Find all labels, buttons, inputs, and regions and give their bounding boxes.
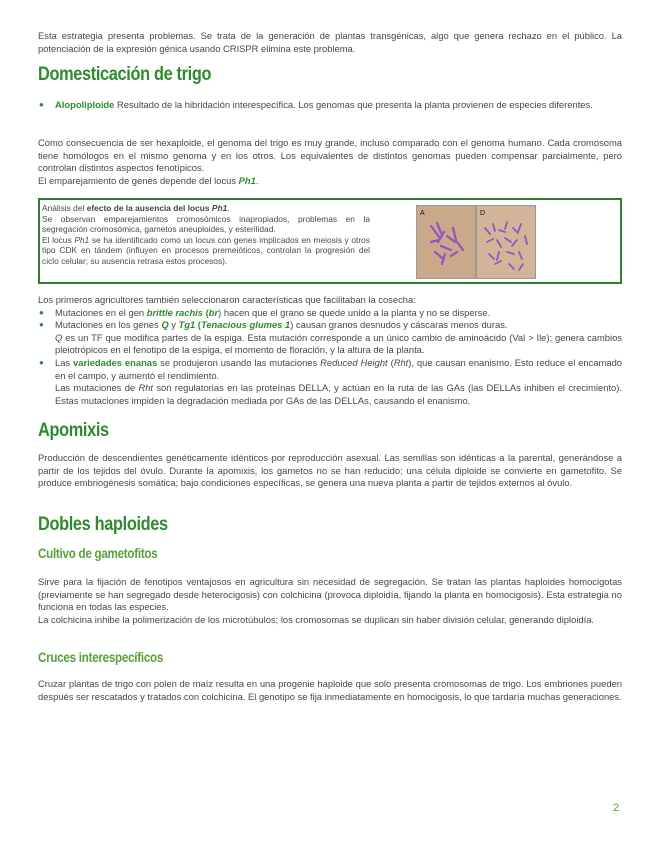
box-line-1 <box>42 203 370 214</box>
ph1-term: Ph1 <box>238 174 256 186</box>
list-item-q-tg1 <box>38 319 622 332</box>
alopoliploide-list <box>38 99 622 112</box>
box-line3-italic: Ph1 <box>74 234 90 245</box>
ph1-analysis-box <box>38 198 622 284</box>
section-title-apomixis: Apomixis <box>38 420 109 441</box>
section-title-domesticacion: Domesticación de trigo <box>38 64 212 85</box>
b2-sub: es un TF que modifica partes de la espiga. Esta mutación corresponde a un único cambio de aminoácido (Val > Ile); genera cambios pleiotrópicos en el fenotipo de la espiga, el momento de floración, y la altura de la planta. <box>55 331 622 356</box>
alopoliploide-term: Alopoliploide <box>55 99 115 110</box>
micrograph-a-image <box>416 205 476 279</box>
list-item-enanas <box>38 357 622 382</box>
box-line-3 <box>42 235 370 267</box>
q-subparagraph <box>38 332 622 357</box>
section-title-dobles-haploides: Dobles haploides <box>38 514 168 535</box>
agricultores-list <box>38 307 622 332</box>
b1-paren: ( <box>203 306 209 318</box>
b2-post: ) causan granos desnudos y cáscaras menos duras. <box>290 319 508 331</box>
b2-pre: Mutaciones en los genes <box>55 319 162 331</box>
b1-post: ) hacen que el grano se quede unido a la planta y no se disperse. <box>218 306 491 318</box>
b3-post: ), que causan enanismo. Esto reduce el encamado en el campo, y aumentó el rendimiento. <box>55 356 622 381</box>
b1-abbr: br <box>208 306 219 318</box>
gametofitos-paragraph-2: La colchicina inhibe la polimerización de los microtúbulos; los cromosomas se duplican sin haber división celular, generando diploidía. <box>38 613 595 625</box>
gametofitos-paragraph-1: Sirve para la fijación de fenotipos ventajosos en agricultura sin necesidad de segregación. Se tratan las plantas haploides homocigotas (previamente se han segregado desde heterocigosis) con colchicina (provoca diploidía, fijando la planta en homocigosis). Esta estrategia no funciona en todas las especies. <box>38 576 622 613</box>
b3-sub-italic: Rht <box>138 382 154 394</box>
box-line1-pre: Análisis del <box>42 203 87 213</box>
subsection-title-cruces: Cruces interespecíficos <box>38 650 164 665</box>
b2-open: ( <box>195 319 201 331</box>
b3-sub-pre: Las mutaciones de <box>55 382 139 394</box>
b3-pre: Las <box>55 356 74 368</box>
ph1-analysis-text <box>42 203 370 267</box>
b3-mid: se produjeron usando las mutaciones <box>157 356 321 368</box>
list-item <box>38 99 622 112</box>
micrograph-d-image <box>476 205 536 279</box>
rht-subparagraph <box>38 382 622 407</box>
b3-abbr: Rht <box>393 356 409 368</box>
box-line1-bold: efecto de la ausencia del locus <box>86 203 212 213</box>
hexaploide-paragraph: Como consecuencia de ser hexaploide, el genoma del trigo es muy grande, incluso comparado con el genoma humano. Cada cromosoma tiene homólogos en el mismo genoma y en los otros. Los equivalentes de distintos genomas pueden compensar parcialmente, pero controlan distintos aspectos fenotípicos. <box>38 137 622 174</box>
box-line3-pre: El locus <box>42 234 75 245</box>
ph1-paragraph <box>38 175 622 188</box>
b2-full: Tenacious glumes 1 <box>200 319 291 331</box>
box-line3-post: se ha identificado como un locus con genes implicados en meiosis y otros tipo CDK en tándem (influyen en procesos premeióticos, controlan la progresión del ciclo celular; su ausencia retrasa estos procesos). <box>42 234 370 266</box>
agricultores-intro: Los primeros agricultores también seleccionaron características que facilitaban la cosecha: <box>38 294 416 305</box>
b3-term: variedades enanas <box>73 356 158 368</box>
b3-sub-post: son regulatorias en las proteínas DELLA, y actúan en la ruta de las GAs (las DELLAs inhiben el crecimiento). Estas mutaciones impiden la degradación mediada por GAs de las DELLAs, causando el enanismo. <box>55 382 622 406</box>
apomixis-paragraph: Producción de descendientes genéticamente idénticos por reproducción asexual. Las semillas son idénticas a la parental, generándose a partir de los tejidos del óvulo. Durante la apomixis, los gametos no se han reducido; una célula diploide se convierte en gametofito. Se produce embriogénesis somática; bajo condiciones específicas, se genera una nueva planta a partir de tejidos externos al óvulo. <box>38 452 622 489</box>
cruces-paragraph: Cruzar plantas de trigo con polen de maíz resulta en una progenie haploide que solo presenta cromosomas de trigo. Los embriones pueden después ser rescatados y tratados con colchicina. El genotipo se fija inmediatamente en homocigosis, lo que tardaría muchas generaciones. <box>38 678 622 702</box>
box-line-2: Se observan emparejamientos cromosómicos inapropiados, problemas en la segregación cromosómica, gametos aneuploides, y esterilidad. <box>42 213 370 235</box>
ph1-post: . <box>255 174 259 186</box>
b3-open: ( <box>387 356 394 368</box>
alopoliploide-text: Resultado de la hibridación interespecífica. Los genomas que presenta la planta provienen de especies diferentes. <box>114 99 593 110</box>
b2-tg1: Tg1 <box>178 319 196 331</box>
b1-pre: Mutaciones en el gen <box>55 306 147 318</box>
box-line1-italic: Ph1 <box>211 203 228 213</box>
b3-italic: Reduced Height <box>320 356 388 368</box>
intro-paragraph: Esta estrategia presenta problemas. Se trata de la generación de plantas transgénicas, algo que genera rechazo en el público. La potenciación de la expresión génica usando CRISPR elimina este problema. <box>38 30 622 54</box>
agricultores-list-2 <box>38 357 622 382</box>
list-item-brittle-rachis <box>38 307 622 320</box>
b1-term: brittle rachis <box>146 306 204 318</box>
b2-y: y <box>168 319 179 331</box>
micrograph-a-label: A <box>420 210 425 217</box>
b2-q: Q <box>161 319 169 331</box>
page-number: 2 <box>613 802 620 814</box>
ph1-pre: El emparejamiento de genes depende del locus <box>38 174 239 186</box>
micrograph-d-label: D <box>480 210 486 217</box>
subsection-title-gametofitos: Cultivo de gametofitos <box>38 546 158 561</box>
b2-sub-q: Q <box>55 331 63 343</box>
box-line1-post: . <box>227 203 230 213</box>
